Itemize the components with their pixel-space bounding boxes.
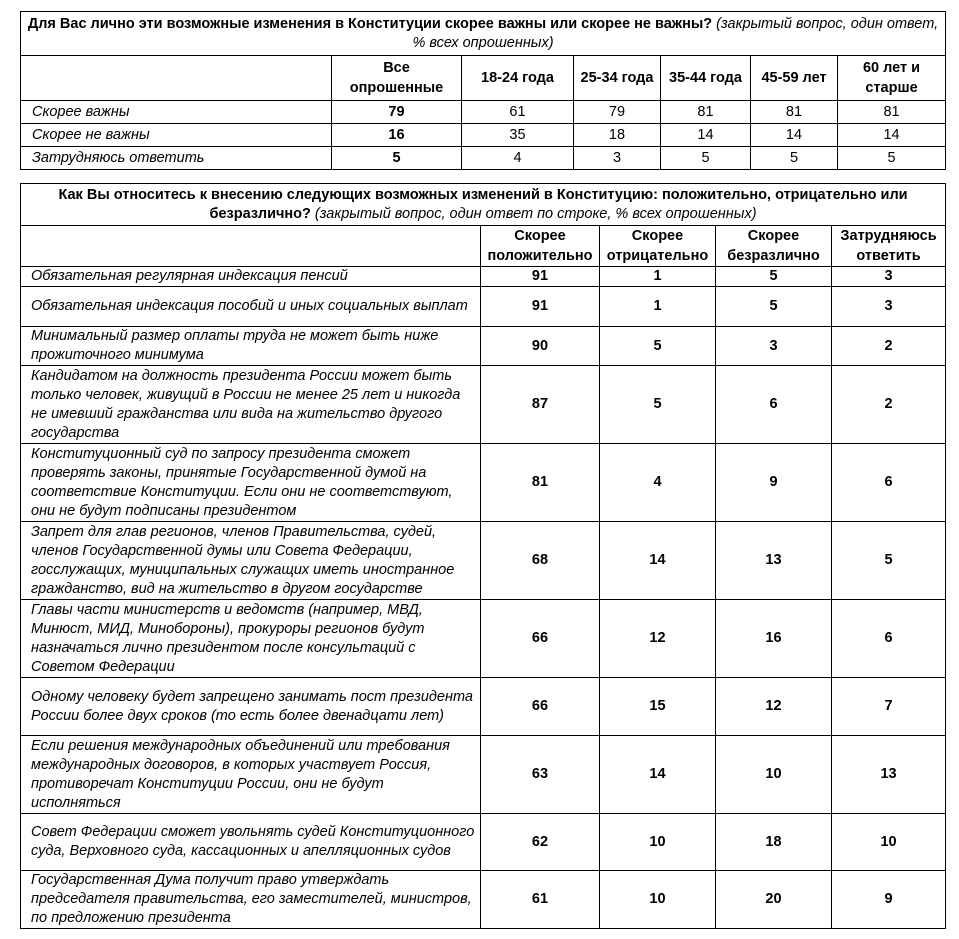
table1-header-empty bbox=[21, 56, 332, 101]
table1-header-25-34: 25-34 года bbox=[574, 56, 661, 101]
row-label: Обязательная регулярная индексация пенсий bbox=[21, 267, 481, 287]
row-label: Государственная Дума получит право утверждать председателя правительства, его заместителей, министров, по предложению президента bbox=[21, 871, 481, 929]
table2-header-empty bbox=[21, 226, 481, 267]
table-row bbox=[21, 267, 946, 287]
table-row bbox=[21, 678, 946, 736]
cell-value: 5 bbox=[661, 147, 751, 170]
table-row bbox=[21, 600, 946, 678]
cell-value: 61 bbox=[481, 871, 600, 929]
cell-value: 18 bbox=[574, 124, 661, 147]
cell-value: 81 bbox=[481, 444, 600, 522]
cell-value: 5 bbox=[332, 147, 462, 170]
cell-value: 16 bbox=[332, 124, 462, 147]
cell-value: 10 bbox=[600, 814, 716, 871]
cell-value: 61 bbox=[462, 101, 574, 124]
table1-question-note: (закрытый вопрос, один ответ, % всех опрошенных) bbox=[412, 15, 939, 51]
table-row bbox=[21, 871, 946, 929]
row-label: Кандидатом на должность президента России может быть только человек, живущий в России не менее 25 лет и никогда не имевший гражданства или вида на жительство другого государства bbox=[21, 366, 481, 444]
cell-value: 3 bbox=[574, 147, 661, 170]
cell-value: 5 bbox=[716, 267, 832, 287]
cell-value: 66 bbox=[481, 678, 600, 736]
row-label: Затрудняюсь ответить bbox=[21, 147, 332, 170]
table1-header-45-59: 45-59 лет bbox=[751, 56, 838, 101]
table-row bbox=[21, 124, 946, 147]
cell-value: 13 bbox=[716, 522, 832, 600]
row-label: Минимальный размер оплаты труда не может быть ниже прожиточного минимума bbox=[21, 327, 481, 366]
cell-value: 14 bbox=[661, 124, 751, 147]
row-label: Главы части министерств и ведомств (например, МВД, Минюст, МИД, Минобороны), прокуроры регионов будут назначаться лично президентом после консультаций с Советом Федерации bbox=[21, 600, 481, 678]
row-label: Запрет для глав регионов, членов Правительства, судей, членов Государственной думы или Совета Федерации, госслужащих, муниципальных служащих иметь иностранное гражданство, вид на жительство в другом государстве bbox=[21, 522, 481, 600]
cell-value: 12 bbox=[600, 600, 716, 678]
table1-header-18-24: 18-24 года bbox=[462, 56, 574, 101]
row-label: Конституционный суд по запросу президента сможет проверять законы, принятые Государственной думой на соответствие Конституции. Если они не соответствуют, они не будут подписаны президентом bbox=[21, 444, 481, 522]
importance-table bbox=[20, 11, 946, 170]
table-row bbox=[21, 366, 946, 444]
cell-value: 6 bbox=[832, 444, 946, 522]
table2-header-undecided: Затрудняюсь ответить bbox=[832, 226, 946, 267]
cell-value: 87 bbox=[481, 366, 600, 444]
table2-header-indifferent: Скорее безразлично bbox=[716, 226, 832, 267]
table1-question: Для Вас лично эти возможные изменения в Конституции скорее важны или скорее не важны? bbox=[27, 15, 713, 32]
cell-value: 12 bbox=[716, 678, 832, 736]
table2-caption bbox=[21, 184, 946, 226]
cell-value: 15 bbox=[600, 678, 716, 736]
cell-value: 3 bbox=[716, 327, 832, 366]
cell-value: 10 bbox=[716, 736, 832, 814]
table-row bbox=[21, 814, 946, 871]
cell-value: 79 bbox=[574, 101, 661, 124]
cell-value: 79 bbox=[332, 101, 462, 124]
cell-value: 10 bbox=[600, 871, 716, 929]
cell-value: 5 bbox=[838, 147, 946, 170]
cell-value: 5 bbox=[751, 147, 838, 170]
cell-value: 5 bbox=[600, 366, 716, 444]
table1-caption bbox=[21, 12, 946, 56]
cell-value: 1 bbox=[600, 267, 716, 287]
attitude-table bbox=[20, 183, 946, 929]
table2-question: Как Вы относитесь к внесению следующих возможных изменений в Конституцию: положительно, отрицательно или безразлично? bbox=[58, 186, 908, 222]
cell-value: 81 bbox=[661, 101, 751, 124]
cell-value: 35 bbox=[462, 124, 574, 147]
table2-header-negative: Скорее отрицательно bbox=[600, 226, 716, 267]
cell-value: 5 bbox=[716, 287, 832, 327]
cell-value: 66 bbox=[481, 600, 600, 678]
cell-value: 6 bbox=[832, 600, 946, 678]
table-row bbox=[21, 327, 946, 366]
cell-value: 5 bbox=[600, 327, 716, 366]
table-row bbox=[21, 522, 946, 600]
cell-value: 9 bbox=[716, 444, 832, 522]
row-label: Если решения международных объединений или требования международных договоров, в которых участвует Россия, противоречат Конституции России, они не будут исполняться bbox=[21, 736, 481, 814]
cell-value: 10 bbox=[832, 814, 946, 871]
table2-question-note: (закрытый вопрос, один ответ по строке, % всех опрошенных) bbox=[310, 205, 757, 222]
cell-value: 9 bbox=[832, 871, 946, 929]
cell-value: 7 bbox=[832, 678, 946, 736]
cell-value: 20 bbox=[716, 871, 832, 929]
table-row bbox=[21, 736, 946, 814]
cell-value: 16 bbox=[716, 600, 832, 678]
cell-value: 2 bbox=[832, 327, 946, 366]
cell-value: 91 bbox=[481, 267, 600, 287]
row-label: Совет Федерации сможет увольнять судей Конституционного суда, Верховного суда, кассационных и апелляционных судов bbox=[21, 814, 481, 871]
cell-value: 3 bbox=[832, 287, 946, 327]
cell-value: 4 bbox=[600, 444, 716, 522]
cell-value: 91 bbox=[481, 287, 600, 327]
cell-value: 68 bbox=[481, 522, 600, 600]
cell-value: 81 bbox=[838, 101, 946, 124]
cell-value: 14 bbox=[600, 522, 716, 600]
cell-value: 4 bbox=[462, 147, 574, 170]
cell-value: 90 bbox=[481, 327, 600, 366]
row-label: Одному человеку будет запрещено занимать пост президента России более двух сроков (то есть более двенадцати лет) bbox=[21, 678, 481, 736]
table-row bbox=[21, 147, 946, 170]
cell-value: 18 bbox=[716, 814, 832, 871]
cell-value: 63 bbox=[481, 736, 600, 814]
table-row bbox=[21, 444, 946, 522]
table2-header-row bbox=[21, 226, 946, 267]
cell-value: 6 bbox=[716, 366, 832, 444]
cell-value: 62 bbox=[481, 814, 600, 871]
cell-value: 2 bbox=[832, 366, 946, 444]
cell-value: 13 bbox=[832, 736, 946, 814]
cell-value: 14 bbox=[600, 736, 716, 814]
row-label: Скорее важны bbox=[21, 101, 332, 124]
cell-value: 14 bbox=[751, 124, 838, 147]
table1-header-60plus: 60 лет и старше bbox=[838, 56, 946, 101]
table1-header-35-44: 35-44 года bbox=[661, 56, 751, 101]
cell-value: 3 bbox=[832, 267, 946, 287]
table2-header-positive: Скорее положительно bbox=[481, 226, 600, 267]
table1-header-row bbox=[21, 56, 946, 101]
cell-value: 5 bbox=[832, 522, 946, 600]
table1-header-all: Все опрошенные bbox=[332, 56, 462, 101]
cell-value: 1 bbox=[600, 287, 716, 327]
cell-value: 14 bbox=[838, 124, 946, 147]
cell-value: 81 bbox=[751, 101, 838, 124]
table-row bbox=[21, 101, 946, 124]
row-label: Скорее не важны bbox=[21, 124, 332, 147]
table-row bbox=[21, 287, 946, 327]
row-label: Обязательная индексация пособий и иных социальных выплат bbox=[21, 287, 481, 327]
